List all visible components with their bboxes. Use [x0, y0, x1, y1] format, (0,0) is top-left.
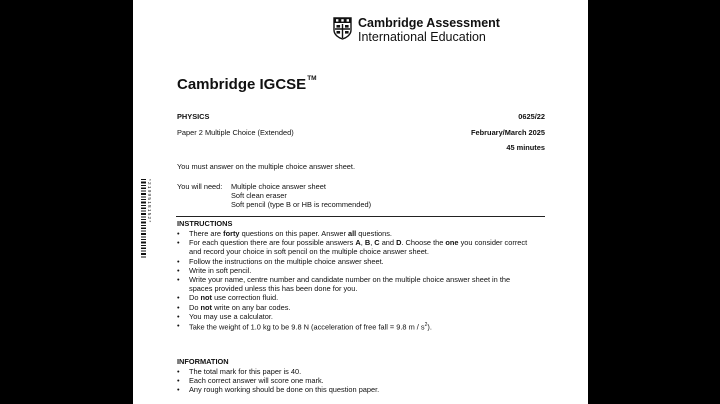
instructions-list [177, 229, 527, 332]
instruction-item: • There are forty questions on this paper. Answer all questions. [177, 229, 392, 238]
cambridge-logo [333, 17, 500, 44]
instruction-item: • Do not write on any bar codes. [177, 302, 291, 312]
instruction-item: • Follow the instructions on the multiple choice answer sheet. [177, 256, 384, 266]
instructions-heading: INSTRUCTIONS [177, 219, 233, 228]
trademark-mark: TM [307, 75, 317, 82]
bullet: • [177, 265, 180, 275]
instruction-item: • Do not use correction fluid. [177, 293, 279, 303]
bullet: • [177, 229, 180, 238]
bullet: • [177, 302, 180, 312]
bullet: • [177, 376, 180, 386]
subject-name: PHYSICS [177, 112, 210, 121]
information-list [177, 367, 379, 395]
bullet: • [177, 367, 180, 376]
instruction-item: • For each question there are four possible answers A, B, C and D. Choose the one you consider correct and record your choice in soft pencil on the multiple choice answer sheet. [177, 238, 528, 257]
information-heading: INFORMATION [177, 357, 229, 366]
cambridge-shield-icon [333, 17, 352, 40]
qualification-title [177, 76, 317, 93]
need-item: Soft pencil (type B or HB is recommended) [231, 200, 372, 209]
answer-sheet-note: You must answer on the multiple choice answer sheet. [177, 162, 356, 171]
bullet: • [177, 321, 180, 331]
instruction-item: • Take the weight of 1.0 kg to be 9.8 N (acceleration of free fall = 9.8 m / $s^2$). [177, 321, 432, 332]
instruction-continuation: and record your choice in soft pencil on the multiple choice answer sheet. [189, 247, 429, 257]
instruction-item: • You may use a calculator. [177, 311, 273, 321]
exam-session: February/March 2025 [471, 128, 545, 137]
information-item: • Any rough working should be done on this question paper. [177, 385, 380, 395]
barcode-text: * 2 1 9 9 5 1 8 1 5 2 * [147, 179, 152, 223]
instruction-item: • Write in soft pencil. [177, 265, 252, 275]
information-item: • Each correct answer will score one mark. [177, 376, 324, 386]
need-item: Soft clean eraser [231, 191, 287, 200]
paper-name: Paper 2 Multiple Choice (Extended) [177, 128, 294, 137]
section-divider [176, 216, 545, 217]
exam-cover-page [133, 0, 588, 404]
qualification-name: Cambridge IGCSE [177, 76, 307, 93]
syllabus-code: 0625/22 [518, 112, 545, 121]
bullet: • [177, 311, 180, 321]
bullet: • [177, 238, 180, 248]
information-item: • The total mark for this paper is 40. [177, 367, 302, 376]
barcode [141, 178, 152, 260]
org-name-line2: International Education [358, 30, 486, 44]
bullet: • [177, 275, 180, 285]
need-item: Multiple choice answer sheet [231, 182, 326, 191]
instruction-item: • Write your name, centre number and candidate number on the multiple choice answer sheet in the spaces provided unless this has been done for you. [177, 275, 511, 294]
bullet: • [177, 385, 180, 395]
exam-duration: 45 minutes [506, 143, 545, 152]
instruction-continuation: spaces provided unless this has been done for you. [189, 284, 358, 294]
bullet: • [177, 256, 180, 266]
need-label: You will need: [177, 182, 223, 191]
bullet: • [177, 293, 180, 303]
org-name-line1: Cambridge Assessment [358, 16, 500, 30]
